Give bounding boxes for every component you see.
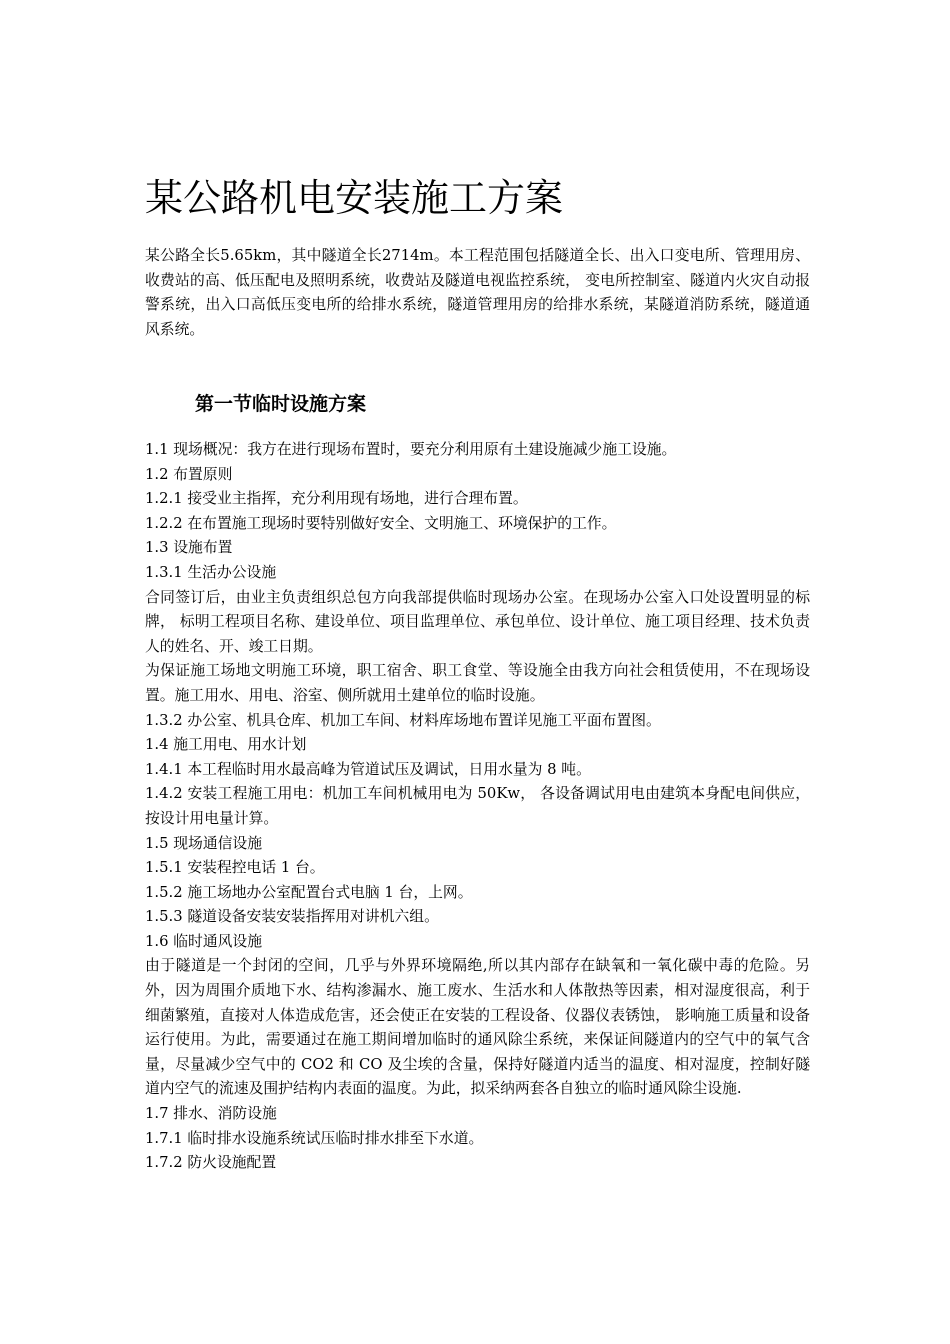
- paragraph: 1.5.1 安装程控电话 1 台。: [145, 859, 325, 877]
- paragraph: 1.4.1 本工程临时用水最高峰为管道试压及调试，日用水量为 8 吨。: [145, 760, 591, 778]
- paragraph: 1.7.2 防火设施配置: [145, 1154, 277, 1172]
- paragraph: 1.5.3 隧道设备安装安装指挥用对讲机六组。: [145, 908, 439, 926]
- paragraph: 1.3 设施布置: [145, 539, 233, 557]
- paragraph: 合同签订后，由业主负责组织总包方向我部提供临时现场办公室。在现场办公室入口处设置明显的标牌， 标明工程项目名称、建设单位、项目监理单位、承包单位、设计单位、施工项目经理、技术负责人的姓名、开、竣工日期。: [145, 588, 810, 655]
- body-paragraphs: [145, 438, 810, 1176]
- paragraph: 1.1 现场概况：我方在进行现场布置时，要充分利用原有土建设施减少施工设施。: [145, 441, 677, 458]
- paragraph: 为保证施工场地文明施工环境，职工宿舍、职工食堂、等设施全由我方向社会租赁使用，不在现场设置。施工用水、用电、浴室、侧所就用土建单位的临时设施。: [145, 662, 810, 704]
- paragraph: 1.5.2 施工场地办公室配置台式电脑 1 台，上网。: [145, 883, 473, 901]
- paragraph: 1.2.1 接受业主指挥，充分利用现有场地，进行合理布置。: [145, 490, 528, 508]
- paragraph: 1.5 现场通信设施: [145, 834, 263, 852]
- paragraph: 1.7.1 临时排水设施系统试压临时排水排至下水道。: [145, 1129, 484, 1147]
- paragraph: 1.2.2 在布置施工现场时要特别做好安全、文明施工、环境保护的工作。: [145, 514, 617, 532]
- section-heading: 第一节临时设施方案: [195, 393, 367, 415]
- paragraph: 1.4.2 安装工程施工用电：机加工车间机械用电为 50Kw， 各设备调试用电由建筑本身配电间供应，按设计用电量计算。: [145, 785, 810, 827]
- document-title: 某公路机电安装施工方案: [145, 176, 564, 220]
- intro-paragraph: 某公路全长5.65km，其中隧道全长2714m。本工程范围包括隧道全长、出入口变电所、管理用房、收费站的高、低压配电及照明系统，收费站及隧道电视监控系统， 变电所控制室、隧道内火灾自动报警系统，出入口高低压变电所的给排水系统，隧道管理用房的给排水系统，某隧道消防系统，隧道通风系统。: [145, 247, 810, 338]
- paragraph: 1.3.1 生活办公设施: [145, 563, 277, 581]
- paragraph: 1.3.2 办公室、机具仓库、机加工车间、材料库场地布置详见施工平面布置图。: [145, 711, 661, 729]
- paragraph: 1.6 临时通风设施: [145, 932, 263, 950]
- paragraph: 1.7 排水、消防设施: [145, 1105, 277, 1123]
- paragraph: 1.4 施工用电、用水计划: [145, 736, 307, 754]
- paragraph: 由于隧道是一个封闭的空间，几乎与外界环境隔绝,所以其内部存在缺氧和一氧化碳中毒的危险。另外，因为周围介质地下水、结构渗漏水、施工废水、生活水和人体散热等因素，相对湿度很高，利于细菌繁殖，直接对人体造成危害，还会使正在安装的工程设备、仪器仪表锈蚀， 影响施工质量和设备运行使用。为此，需要通过在施工期间增加临时的通风除尘系统，来保证间隧道内的空气中的氧气含量，尽量减少空气中的 CO2 和 CO 及尘埃的含量，保持好隧道内适当的温度、相对湿度，控制好隧道内空气的流速及围护结构内表面的温度。为此，拟采纳两套各自独立的临时通风除尘设施.: [145, 957, 810, 1098]
- paragraph: 1.2 布置原则: [145, 465, 233, 483]
